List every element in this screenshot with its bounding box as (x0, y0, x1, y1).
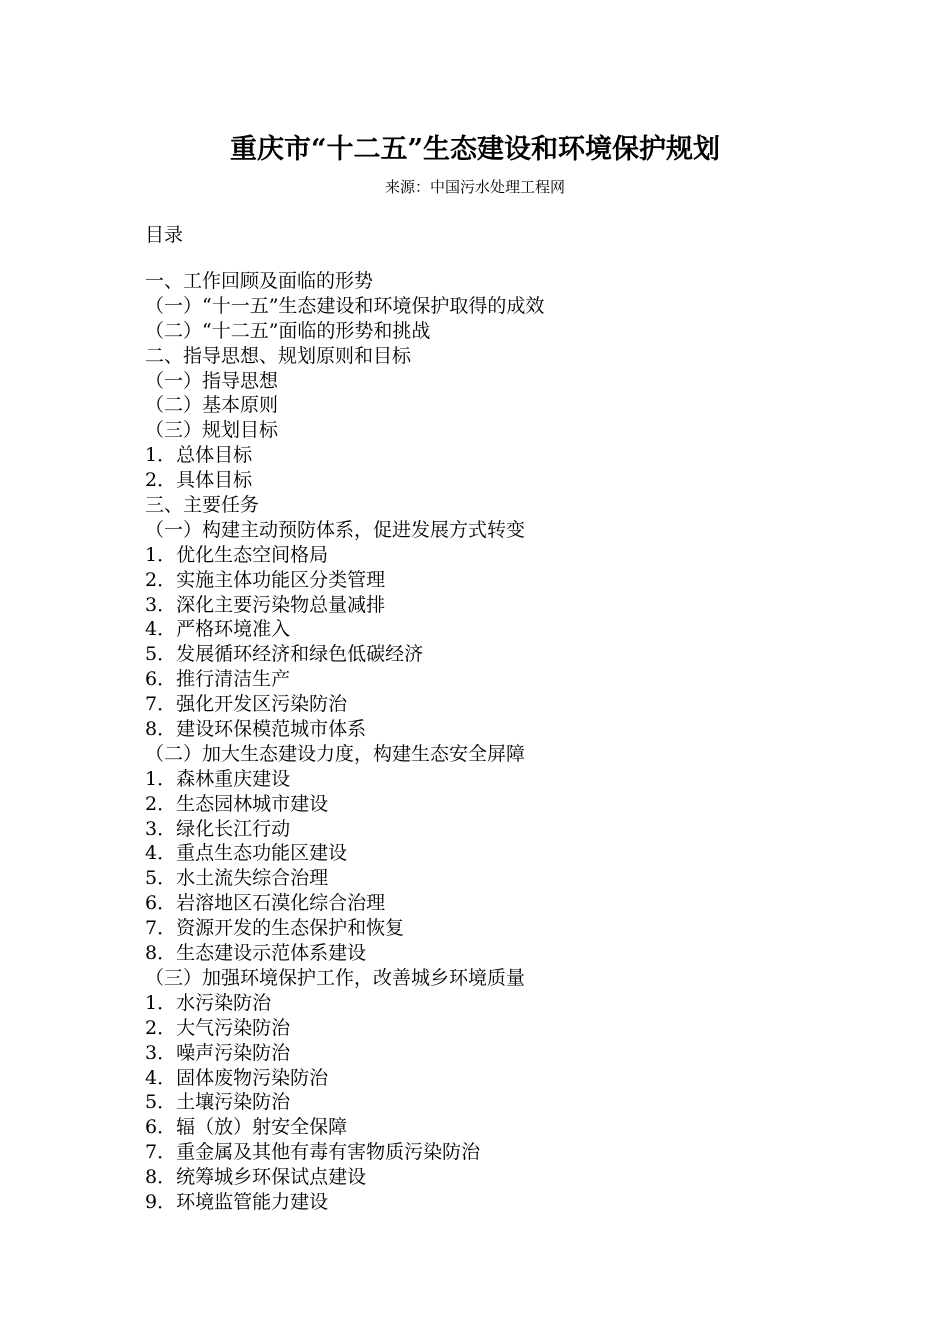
toc-item: （一）构建主动预防体系，促进发展方式转变 (145, 518, 526, 541)
toc-item: 6．推行清洁生产 (145, 668, 291, 691)
toc-item: 2．具体目标 (145, 469, 253, 492)
toc-item: 8．建设环保模范城市体系 (145, 718, 367, 741)
toc-item: （二）基本原则 (145, 394, 279, 417)
toc-item: 1．优化生态空间格局 (145, 543, 329, 566)
toc-item: 6．辐（放）射安全保障 (145, 1116, 348, 1139)
toc-item: 8．统筹城乡环保试点建设 (145, 1166, 367, 1189)
toc-item: 4．固体废物污染防治 (145, 1066, 329, 1089)
toc-item: 5．水土流失综合治理 (145, 867, 329, 890)
toc-item: 7．重金属及其他有毒有害物质污染防治 (145, 1141, 481, 1164)
toc-item: 5．土壤污染防治 (145, 1091, 291, 1114)
document-source: 来源：中国污水处理工程网 (384, 178, 565, 196)
toc-item: 1．森林重庆建设 (145, 767, 291, 790)
document-title: 重庆市“十二五”生态建设和环境保护规划 (229, 134, 721, 165)
toc-item: 8．生态建设示范体系建设 (145, 942, 367, 965)
toc-item: 3．深化主要污染物总量减排 (145, 593, 386, 616)
toc-item: 三、主要任务 (145, 494, 260, 517)
toc-item: 6．岩溶地区石漠化综合治理 (145, 892, 386, 915)
toc-item: 5．发展循环经济和绿色低碳经济 (145, 643, 424, 666)
toc-item: 3．噪声污染防治 (145, 1041, 291, 1064)
toc-item: 一、工作回顾及面临的形势 (145, 270, 374, 292)
toc-item: （二）“十二五”面临的形势和挑战 (145, 319, 431, 342)
toc-item: 4．严格环境准入 (145, 618, 291, 641)
toc-item: 3．绿化长江行动 (145, 817, 291, 840)
toc-item: 二、指导思想、规划原则和目标 (145, 344, 412, 367)
toc-item: 1．总体目标 (145, 444, 253, 467)
toc-item: 2．实施主体功能区分类管理 (145, 568, 386, 591)
toc-item: （一）“十一五”生态建设和环境保护取得的成效 (145, 294, 545, 317)
toc-list (145, 269, 544, 1215)
toc-item: （三）规划目标 (145, 419, 279, 442)
toc-item: 4．重点生态功能区建设 (145, 842, 348, 865)
toc-item: （一）指导思想 (145, 369, 279, 392)
toc-item: 2．大气污染防治 (145, 1016, 291, 1039)
toc-item: （三）加强环境保护工作，改善城乡环境质量 (145, 966, 526, 989)
toc-item: 1．水污染防治 (145, 991, 272, 1014)
toc-item: （二）加大生态建设力度，构建生态安全屏障 (145, 742, 526, 765)
toc-item: 7．资源开发的生态保护和恢复 (145, 917, 405, 940)
toc-heading: 目录 (145, 224, 184, 246)
toc-item: 9．环境监管能力建设 (145, 1190, 329, 1213)
toc-item: 2．生态园林城市建设 (145, 792, 329, 815)
toc-item: 7．强化开发区污染防治 (145, 693, 348, 716)
